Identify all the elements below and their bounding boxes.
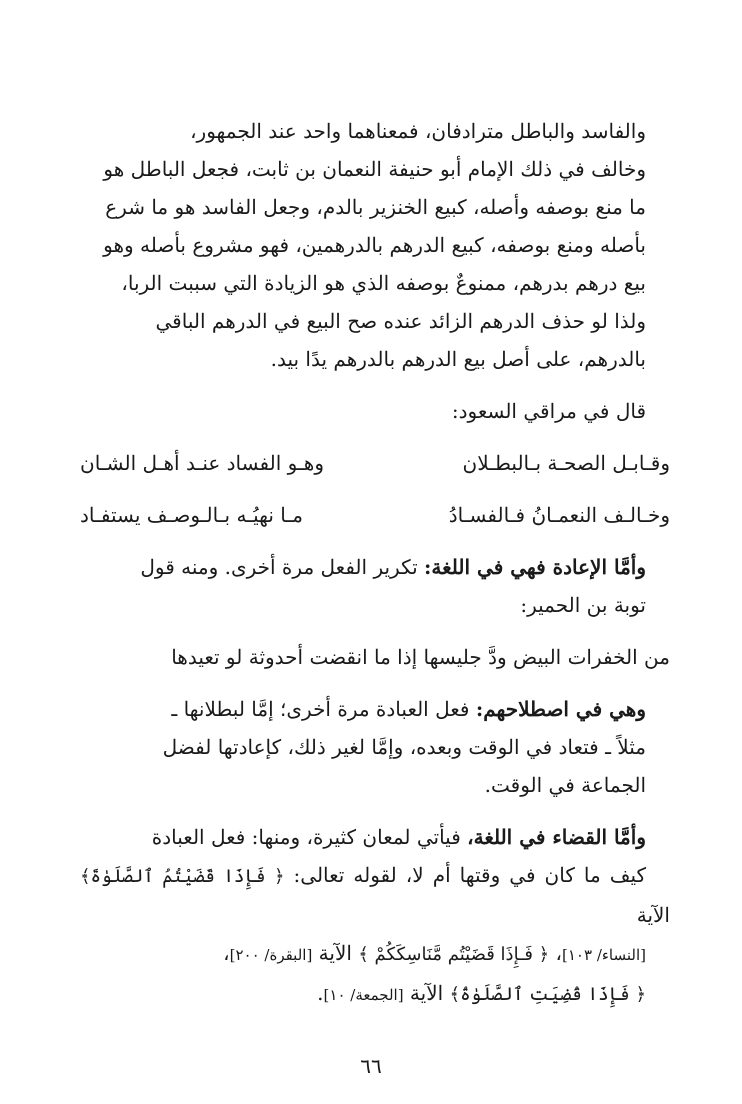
poem-intro: قال في مراقي السعود: bbox=[451, 399, 646, 423]
quran-quote: ﴿ فَإِذَا قَضَيْتُمُ ٱلصَّلَوٰةَ﴾ bbox=[80, 866, 285, 887]
quran-quote: ﴿ فَـإِذَا قَضَيْتُم مَّنَاسِكَكُمْ ﴾ bbox=[358, 944, 550, 965]
text-run: . bbox=[317, 981, 324, 1005]
text-line: الجماعة في الوقت. bbox=[484, 773, 646, 797]
text-run: ، bbox=[549, 941, 563, 965]
verse-line-2 bbox=[80, 496, 670, 534]
text-line bbox=[80, 818, 670, 856]
quran-quote: ﴿ فَإِذَا قُضِيَتِ ٱلصَّلَوٰةُ﴾ bbox=[449, 984, 646, 1005]
text-line: بالدرهم، على أصل بيع الدرهم بالدرهم يدًا بيد. bbox=[270, 347, 646, 371]
page-number: ٦٦ bbox=[360, 1054, 382, 1078]
text-run: الآية bbox=[636, 903, 670, 927]
text-line bbox=[80, 690, 670, 728]
text-line: وخالف في ذلك الإمام أبو حنيفة النعمان بن ثابت، فجعل الباطل هو bbox=[103, 157, 646, 181]
paragraph-fasid-batil bbox=[80, 112, 670, 378]
term-heading: وهي في اصطلاحهم: bbox=[475, 697, 646, 721]
text-line bbox=[80, 974, 670, 1014]
text-run: الآية bbox=[312, 941, 359, 965]
text-line: توبة بن الحمير: bbox=[520, 593, 646, 617]
text-line: والفاسد والباطل مترادفان، فمعناهما واحد عند الجمهور، bbox=[190, 119, 646, 143]
text-run: فعل العبادة مرة أخرى؛ إمَّا لبطلانها ـ bbox=[171, 697, 476, 721]
verse-reference: [الجمعة/ ١٠] bbox=[323, 986, 404, 1004]
verse-hemistich-right: وخـالـف النعمـانُ فـالفسـادُ bbox=[448, 503, 670, 527]
verse-hemistich-left: وهـو الفساد عنـد أهـل الشـان bbox=[80, 451, 325, 475]
verse-line-1 bbox=[80, 444, 670, 482]
text-line bbox=[80, 934, 670, 974]
poem-line: من الخفرات البيض ودَّ جليسها إذا ما انقضت أحدوثة لو تعيدها bbox=[171, 645, 670, 669]
text-line: بأصله ومنع بوصفه، كبيع الدرهم بالدرهمين، فهو مشروع بأصله وهو bbox=[103, 233, 646, 257]
text-line bbox=[80, 548, 670, 586]
verse-reference: [النساء/ ١٠٣] bbox=[562, 946, 646, 964]
paragraph-qada-lugha bbox=[80, 818, 670, 1014]
text-line: بيع درهم بدرهم، ممنوعٌ بوصفه الذي هو الزيادة التي سببت الربا، bbox=[121, 271, 646, 295]
verse-hemistich-left: مـا نهيُـه بـالـوصـف يستفـاد bbox=[80, 503, 303, 527]
text-run: فيأتي لمعان كثيرة، ومنها: فعل العبادة bbox=[151, 825, 468, 849]
text-run: تكرير الفعل مرة أخرى. ومنه قول bbox=[140, 555, 425, 579]
verse-hemistich-right: وقـابـل الصحـة بـالبطـلان bbox=[462, 451, 670, 475]
text-run: الآية bbox=[403, 981, 450, 1005]
text-run: ، bbox=[223, 941, 230, 965]
text-line bbox=[80, 856, 670, 934]
page-body bbox=[80, 112, 670, 1014]
verse-reference: [البقرة/ ٢٠٠] bbox=[229, 946, 313, 964]
term-heading: وأمَّا الإعادة فهي في اللغة: bbox=[424, 555, 646, 579]
paragraph-iadah-lugha bbox=[80, 548, 670, 624]
text-line: مثلاً ـ فتعاد في الوقت وبعده، وإمَّا لغير ذلك، كإعادتها لفضل bbox=[162, 735, 646, 759]
paragraph-iadah-istilah bbox=[80, 690, 670, 804]
text-run: كيف ما كان في وقتها أم لا، لقوله تعالى: bbox=[284, 863, 646, 887]
text-line: ولذا لو حذف الدرهم الزائد عنده صح البيع في الدرهم الباقي bbox=[155, 309, 646, 333]
text-line: ما منع بوصفه وأصله، كبيع الخنزير بالدم، وجعل الفاسد هو ما شرع bbox=[105, 195, 646, 219]
term-heading: وأمَّا القضاء في اللغة، bbox=[467, 825, 646, 849]
